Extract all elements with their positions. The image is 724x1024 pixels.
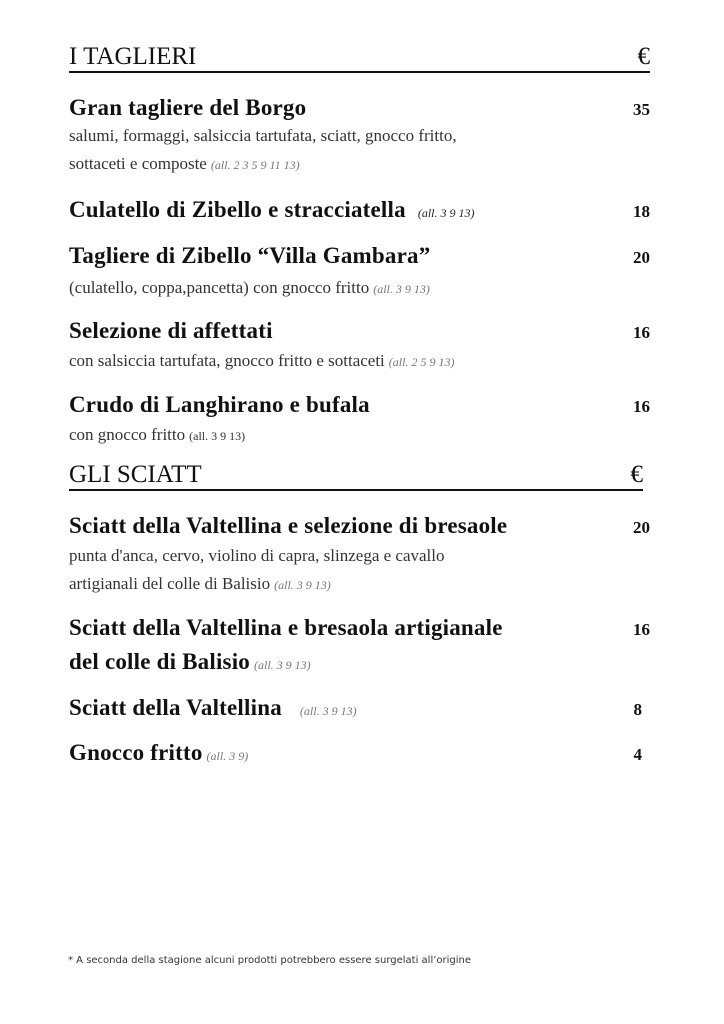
allergens: (all. 3 9 13) <box>274 578 331 592</box>
section-title: GLI SCIATT <box>69 461 202 488</box>
item-name: Crudo di Langhirano e bufala <box>69 392 370 417</box>
item-price: 16 <box>633 397 650 416</box>
item-name: Gran tagliere del Borgo <box>69 95 307 120</box>
menu-item <box>69 317 650 376</box>
item-description: (culatello, coppa,pancetta) con gnocco fritto <box>69 278 370 297</box>
item-name: Culatello di Zibello e stracciatella <box>69 197 406 222</box>
item-price: 8 <box>633 700 642 719</box>
item-price: 20 <box>633 248 650 267</box>
allergens: (all. 3 9) <box>206 749 249 763</box>
item-name-continued: del colle di Balisio <box>69 649 250 674</box>
menu-item <box>69 196 650 224</box>
item-name: Tagliere di Zibello “Villa Gambara” <box>69 243 431 268</box>
allergens: (all. 2 5 9 13) <box>388 355 455 369</box>
item-price: 35 <box>633 100 650 119</box>
item-description: con salsiccia tartufata, gnocco fritto e sottaceti <box>69 351 385 370</box>
item-name: Sciatt della Valtellina e bresaola artigianale <box>69 615 503 640</box>
item-price: 18 <box>633 202 650 221</box>
item-description: artigianali del colle di Balisio <box>69 574 271 593</box>
item-price: 20 <box>633 518 650 537</box>
item-name: Sciatt della Valtellina <box>69 695 282 720</box>
item-description: salumi, formaggi, salsiccia tartufata, sciatt, gnocco fritto, <box>69 126 457 145</box>
menu-item <box>69 694 650 722</box>
allergens: (all. 3 9 13) <box>373 282 430 296</box>
item-description: sottaceti e composte <box>69 154 207 173</box>
item-price: 16 <box>633 620 650 639</box>
item-name: Selezione di affettati <box>69 318 273 343</box>
item-price: 16 <box>633 323 650 342</box>
currency-symbol: € <box>637 43 650 70</box>
item-name: Sciatt della Valtellina e selezione di bresaole <box>69 513 508 538</box>
menu-item <box>69 512 650 599</box>
menu-item <box>69 739 650 767</box>
item-name: Gnocco fritto <box>69 740 203 765</box>
allergens: (all. 3 9 13) <box>299 704 357 718</box>
section-header-sciatt <box>69 462 643 491</box>
item-description: punta d'anca, cervo, violino di capra, slinzega e cavallo <box>69 546 445 565</box>
item-price: 4 <box>633 745 642 764</box>
allergens: (all. 3 9 13) <box>417 206 475 220</box>
menu-item <box>69 94 650 179</box>
section-title: I TAGLIERI <box>69 43 197 70</box>
menu-item <box>69 614 650 676</box>
currency-symbol: € <box>630 461 643 488</box>
allergens: (all. 3 9 13) <box>189 429 246 443</box>
footer-note: * A seconda della stagione alcuni prodotti potrebbero essere surgelati all’origine <box>68 955 472 966</box>
section-header-taglieri <box>69 44 650 73</box>
menu-item <box>69 391 650 450</box>
allergens: (all. 3 9 13) <box>253 658 311 672</box>
menu-item <box>69 242 650 303</box>
item-description: con gnocco fritto <box>69 425 186 444</box>
allergens: (all. 2 3 5 9 11 13) <box>210 158 300 172</box>
